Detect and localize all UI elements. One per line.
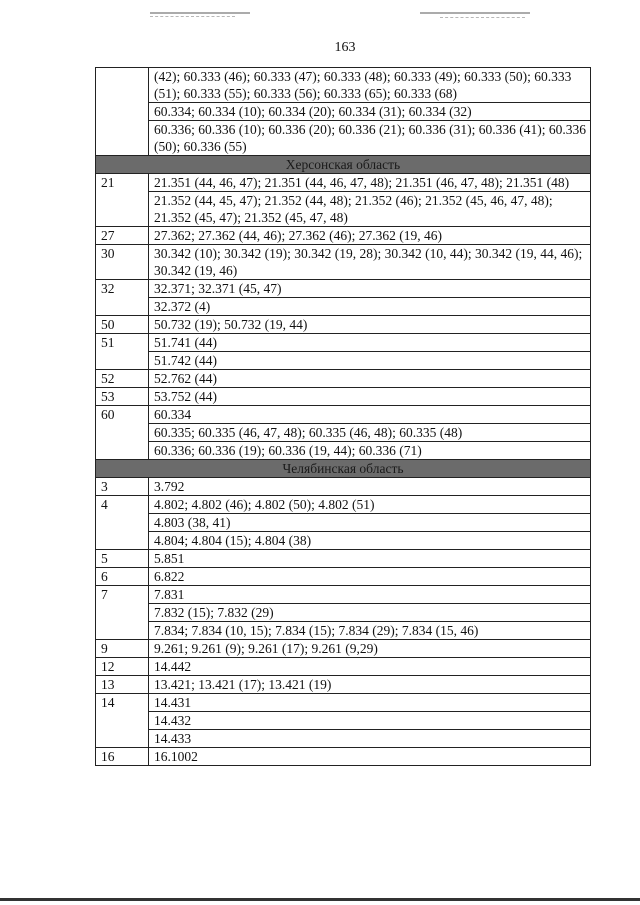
- table-row: [96, 496, 591, 514]
- table-row: [96, 748, 591, 766]
- table-row: [96, 694, 591, 712]
- table-row: [96, 478, 591, 496]
- row-content: 4.803 (38, 41): [149, 514, 591, 532]
- scan-artifact: [150, 16, 235, 17]
- table-row: [96, 532, 591, 550]
- row-content: 60.335; 60.335 (46, 47, 48); 60.335 (46, 48); 60.335 (48): [149, 424, 591, 442]
- row-content: 14.432: [149, 712, 591, 730]
- row-code: 50: [96, 316, 149, 334]
- row-content: 50.732 (19); 50.732 (19, 44): [149, 316, 591, 334]
- table-row: [96, 730, 591, 748]
- row-content: 5.851: [149, 550, 591, 568]
- row-content: 52.762 (44): [149, 370, 591, 388]
- table-row: [96, 568, 591, 586]
- row-code: 53: [96, 388, 149, 406]
- row-code: 51: [96, 334, 149, 370]
- table-row: [96, 640, 591, 658]
- row-content: 4.804; 4.804 (15); 4.804 (38): [149, 532, 591, 550]
- row-code: 5: [96, 550, 149, 568]
- table-row: [96, 604, 591, 622]
- row-content: 14.433: [149, 730, 591, 748]
- table-row: [96, 586, 591, 604]
- row-code: 32: [96, 280, 149, 316]
- row-content: 53.752 (44): [149, 388, 591, 406]
- row-code: 6: [96, 568, 149, 586]
- table-row: [96, 316, 591, 334]
- row-content: 51.742 (44): [149, 352, 591, 370]
- table-row: [96, 174, 591, 192]
- region-title: Челябинская область: [96, 460, 591, 478]
- row-content: 32.371; 32.371 (45, 47): [149, 280, 591, 298]
- table-row: [96, 192, 591, 227]
- table-row: [96, 388, 591, 406]
- row-content: 14.431: [149, 694, 591, 712]
- table-row: [96, 68, 591, 103]
- table-row: [96, 442, 591, 460]
- region-header-row: [96, 156, 591, 174]
- row-code: 13: [96, 676, 149, 694]
- row-code: 27: [96, 227, 149, 245]
- table-row: [96, 712, 591, 730]
- row-code: 14: [96, 694, 149, 748]
- region-title: Херсонская область: [96, 156, 591, 174]
- row-content: 60.336; 60.336 (10); 60.336 (20); 60.336 (21); 60.336 (31); 60.336 (41); 60.336 (50); 60.336 (55): [149, 121, 591, 156]
- row-code: 60: [96, 406, 149, 460]
- table-row: [96, 622, 591, 640]
- table-row: [96, 406, 591, 424]
- row-content: 3.792: [149, 478, 591, 496]
- row-content: 60.336; 60.336 (19); 60.336 (19, 44); 60.336 (71): [149, 442, 591, 460]
- table-row: [96, 245, 591, 280]
- row-content: 60.334: [149, 406, 591, 424]
- row-code: 4: [96, 496, 149, 550]
- scan-artifact: [150, 12, 250, 14]
- scan-artifact: [440, 17, 525, 18]
- page-number: 163: [334, 40, 356, 55]
- row-code: 3: [96, 478, 149, 496]
- row-content: 4.802; 4.802 (46); 4.802 (50); 4.802 (51): [149, 496, 591, 514]
- row-code: 21: [96, 174, 149, 227]
- row-content: 16.1002: [149, 748, 591, 766]
- row-content: 14.442: [149, 658, 591, 676]
- scan-artifact: [420, 12, 530, 14]
- row-code: 12: [96, 658, 149, 676]
- table-row: [96, 550, 591, 568]
- table-row: [96, 514, 591, 532]
- row-content: 7.832 (15); 7.832 (29): [149, 604, 591, 622]
- table-row: [96, 227, 591, 245]
- row-code: [96, 68, 149, 156]
- table-row: [96, 352, 591, 370]
- table-row: [96, 280, 591, 298]
- table-row: [96, 334, 591, 352]
- page-bottom-edge: [0, 898, 640, 901]
- row-content: 7.834; 7.834 (10, 15); 7.834 (15); 7.834 (29); 7.834 (15, 46): [149, 622, 591, 640]
- row-code: 9: [96, 640, 149, 658]
- row-content: 21.351 (44, 46, 47); 21.351 (44, 46, 47, 48); 21.351 (46, 47, 48); 21.351 (48): [149, 174, 591, 192]
- table-row: [96, 121, 591, 156]
- row-content: 51.741 (44): [149, 334, 591, 352]
- row-content: 6.822: [149, 568, 591, 586]
- table-row: [96, 298, 591, 316]
- row-content: 60.334; 60.334 (10); 60.334 (20); 60.334 (31); 60.334 (32): [149, 103, 591, 121]
- table-body: [96, 68, 591, 766]
- row-content: 27.362; 27.362 (44, 46); 27.362 (46); 27.362 (19, 46): [149, 227, 591, 245]
- row-content: 13.421; 13.421 (17); 13.421 (19): [149, 676, 591, 694]
- row-code: 16: [96, 748, 149, 766]
- row-code: 52: [96, 370, 149, 388]
- classification-table: [95, 67, 591, 766]
- table-row: [96, 676, 591, 694]
- row-code: 7: [96, 586, 149, 640]
- row-content: 21.352 (44, 45, 47); 21.352 (44, 48); 21.352 (46); 21.352 (45, 46, 47, 48); 21.352 (45, 47); 21.352 (45, 47, 48): [149, 192, 591, 227]
- row-content: (42); 60.333 (46); 60.333 (47); 60.333 (48); 60.333 (49); 60.333 (50); 60.333 (51); 60.333 (55); 60.333 (56); 60.333 (65); 60.333 (68): [149, 68, 591, 103]
- table-row: [96, 370, 591, 388]
- row-content: 7.831: [149, 586, 591, 604]
- table-row: [96, 424, 591, 442]
- row-content: 30.342 (10); 30.342 (19); 30.342 (19, 28); 30.342 (10, 44); 30.342 (19, 44, 46); 30.342 (19, 46): [149, 245, 591, 280]
- table-row: [96, 658, 591, 676]
- table-row: [96, 103, 591, 121]
- row-content: 9.261; 9.261 (9); 9.261 (17); 9.261 (9,29): [149, 640, 591, 658]
- row-code: 30: [96, 245, 149, 280]
- row-content: 32.372 (4): [149, 298, 591, 316]
- region-header-row: [96, 460, 591, 478]
